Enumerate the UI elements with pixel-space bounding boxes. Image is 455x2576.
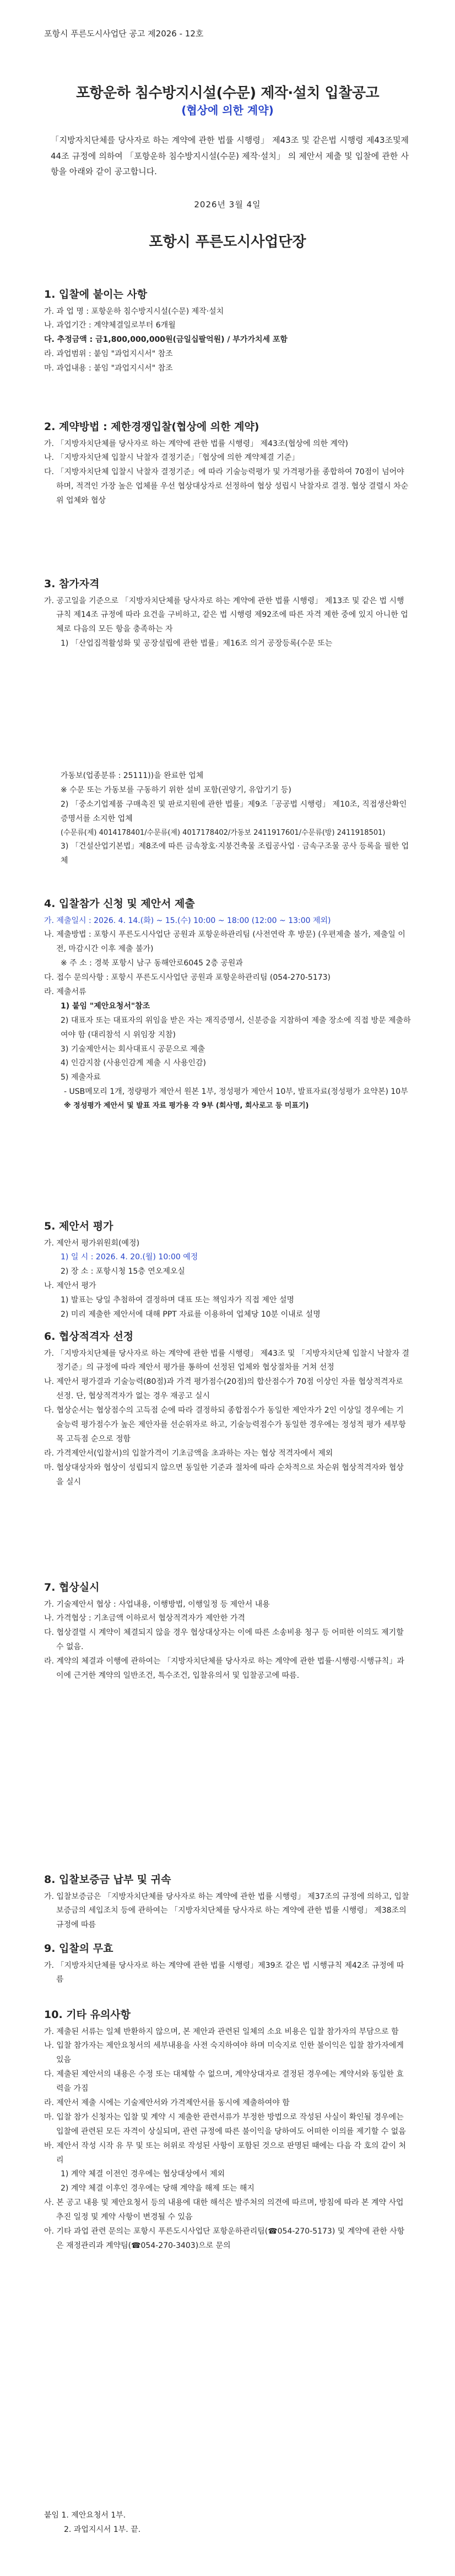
issuing-organization: 포항시 푸른도시사업단장 — [149, 234, 306, 250]
section-line: 가. 「지방자치단체를 당사자로 하는 계약에 관한 법률 시행령」제39조 같은 법 시행규칙 제42조 규정에 따름 — [44, 1961, 404, 1984]
section-line: 나. 과업기간 : 계약체결일로부터 6개월 — [44, 321, 176, 330]
section-line: 1) 계약 체결 이전인 경우에는 협상대상에서 제외 — [61, 2170, 225, 2179]
attachment-line: 붙임 1. 제안요청서 1부. — [44, 2511, 126, 2520]
section-heading: 8. 입찰보증금 납부 및 귀속 — [44, 1874, 171, 1886]
section-line: 가. 입찰보증금은 「지방자치단체를 당사자로 하는 계약에 관한 법률 시행령」 제37조의 규정에 의하고, 입찰보증금의 세입조치 등에 관하여는 「지방자치단체를 당사자로 하는 계약에 관한 법률 시행령」 제38조의 규정에 따름 — [44, 1892, 409, 1930]
section-line: 라. 제안서 제출 시에는 기술제안서와 가격제안서를 동시에 제출하여야 함 — [44, 2098, 290, 2107]
section-line: 2) 계약 체결 이후인 경우에는 당해 계약을 해제 또는 해지 — [61, 2184, 254, 2193]
section-line: 5) 제출자료 — [61, 1073, 101, 1082]
notice-subtitle: (협상에 의한 계약) — [181, 104, 274, 117]
estimated-amount: 다. 추정금액 : 금1,800,000,000원(금일십팔억원) / 부가가치세 포함 — [44, 335, 288, 345]
section-line: 다. 제출된 제안서의 내용은 수정 또는 대체할 수 없으며, 계약상대자로 결정된 경우에는 계약서와 동일한 효력을 가짐 — [44, 2070, 404, 2094]
section-line: 1) 발표는 당일 추첨하여 결정하며 대표 또는 책임자가 직접 제안 설명 — [61, 1296, 295, 1305]
section-heading: 7. 협상실시 — [44, 1581, 100, 1593]
section-negotiation-eligibility — [44, 1329, 411, 1489]
section-heading: 10. 기타 유의사항 — [44, 2009, 131, 2021]
attachment-line: 2. 과업지시서 1부. 끝. — [64, 2525, 141, 2534]
section-line: 마. 과업내용 : 붙임 "과업지시서" 참조 — [44, 364, 173, 373]
section-line: 나. 입찰 참가자는 제안요청서의 세부내용을 사전 숙지하여야 하며 미숙지로 인한 불이익은 입찰 참가자에게 있음 — [44, 2041, 404, 2065]
section-line: 나. 제안서 평가결과 기술능력(80점)과 가격 평가점수(20점)의 합산점수가 70점 이상인 자를 협상적격자로 선정. 단, 협상적격자가 없는 경우 재공고 실시 — [44, 1377, 403, 1401]
section-heading: 3. 참가자격 — [44, 578, 100, 590]
section-line: 가. 제안서 평가위원회(예정) — [44, 1238, 140, 1248]
section-heading: 9. 입찰의 무효 — [44, 1942, 113, 1955]
section-line: 3) 기술제안서는 회사대표시 공문으로 제출 — [61, 1044, 205, 1054]
attachments — [44, 2509, 411, 2537]
section-line: 아. 기타 과업 관련 문의는 포항시 푸른도시사업단 포항운하관리팀(☎054-270-5173) 및 계약에 관한 사항은 재정관리과 계약팀(☎054-270-3403)으로 문의 — [44, 2226, 405, 2250]
section-line: 가. 기술제안서 협상 : 사업내용, 이행방법, 이행일정 등 제안서 내용 — [44, 1600, 270, 1609]
section-submission — [44, 896, 411, 1113]
section-line: 나. 제안서 평가 — [44, 1281, 96, 1291]
section-line: 가. 제출된 서류는 일체 반환하지 않으며, 본 제안과 관련된 일체의 소요 비용은 입찰 참가자의 부담으로 함 — [44, 2027, 399, 2036]
section-line: 라. 과업범위 : 붙임 "과업지시서" 참조 — [44, 350, 173, 359]
section-line: 3) 「건설산업기본법」제8조에 따른 금속창호·지붕건축물 조립공사업 · 금속구조물 공사 등록을 필한 업체 — [61, 841, 409, 865]
section-line: ※ 정성평가 제안서 및 발표 자료 평가용 각 9부 (회사명, 회사로고 등 미표기) — [64, 1102, 309, 1110]
section-line: 다. 접수 문의사항 : 포항시 푸른도시사업단 공원과 포항운하관리팀 (054-270-5173) — [44, 973, 331, 983]
section-line: 사. 본 공고 내용 및 제안요청서 등의 내용에 대한 해석은 발주처의 의견에 따르며, 방침에 따라 본 계약 사업 추진 일정 및 계약 사항이 변경될 수 있음 — [44, 2198, 404, 2222]
intro-paragraph: 「지방자치단체를 당사자로 하는 계약에 관한 법률 시행령」 제43조 및 같은법 시행령 제43조및제44조 규정에 의하여 「포항운하 침수방지시설(수문) 제작·설치」 의 제안서 제출 및 입찰에 관한 사항을 아래와 같이 공고합니다. — [51, 135, 409, 176]
section-bid-items — [44, 287, 411, 376]
section-line: 1) 「산업집적활성화 및 공장설립에 관한 법률」제16조 의거 공장등록(수문 또는 — [61, 639, 333, 648]
section-line: 나. 「지방자치단체 입찰시 낙찰자 결정기준」「협상에 의한 계약체결 기준」 — [44, 453, 300, 463]
section-line: 가. 과 업 명 : 포항운하 침수방지시설(수문) 제작·설치 — [44, 307, 224, 316]
section-heading: 2. 계약방법 : 제한경쟁입찰(협상에 의한 계약) — [44, 421, 259, 433]
section-line: 마. 입찰 참가 신청자는 입찰 및 계약 시 제출한 관련서류가 부정한 방법으로 작성된 사실이 확인될 경우에는 입찰에 관련된 모든 자격이 상실되며, 관련 규정에 따른 불이익을 당하여도 어떠한 이의를 제기할 수 없음 — [44, 2112, 406, 2136]
section-heading: 5. 제안서 평가 — [44, 1220, 113, 1232]
section-line: - USB메모리 1개, 정량평가 제안서 원본 1부, 정성평가 제안서 10부, 발표자료(정성평가 요약본) 10부 — [64, 1087, 408, 1097]
section-bid-deposit — [44, 1872, 411, 1933]
section-line: ※ 수문 또는 가동보를 구동하기 위한 설비 포함(권양기, 유압기기 등) — [61, 785, 291, 795]
section-line: 2) 미리 제출한 제안서에 대해 PPT 자료를 이용하여 업체당 10분 이내로 설명 — [61, 1310, 321, 1319]
section-line: 2) 「중소기업제품 구매촉진 및 판로지원에 관한 법률」제9조「공공법 시행령」 제10조, 직접생산확인증명서를 소지한 업체 — [61, 799, 407, 823]
section-other-notes — [44, 2007, 411, 2253]
section-line: 바. 제안서 작성 시작 유 무 및 또는 허위로 작성된 사항이 포함된 것으로 판명된 때에는 다음 각 호의 같이 처리 — [44, 2141, 407, 2165]
section-line: (수문류(제) 4014178401/수문류(제) 4017178402/가동보 2411917601/수문류(방) 2411918501) — [61, 828, 386, 837]
section-line: 라. 계약의 체결과 이행에 관하여는 「지방자치단체를 당사자로 하는 계약에 관한 법률·시행령·시행규칙」과 이에 근거한 계약의 일반조건, 특수조건, 입찰유의서 및 입찰공고에 따름. — [44, 1657, 404, 1680]
section-contract-method — [44, 419, 411, 508]
notice-date: 2026년 3월 4일 — [194, 200, 261, 210]
section-line: 다. 협상순서는 협상점수의 고득점 순에 따라 결정하되 종합점수가 동일한 제안자가 2인 이상일 경우에는 기술능력 평가점수가 높은 제안자를 선순위자로 하고, 기술능력점수가 동일한 경우에는 정성적 평가 세부항목 고득점 순으로 정함 — [44, 1406, 406, 1443]
section-invalid-bids — [44, 1941, 411, 1987]
section-line: 2) 장 소 : 포항시청 15층 연오제오실 — [61, 1267, 185, 1276]
section-line: 나. 가격협상 : 기초금액 이하로서 협상적격자가 제안한 가격 — [44, 1614, 245, 1623]
document-number: 포항시 푸른도시사업단 공고 제2026 - 12호 — [44, 29, 204, 39]
section-line: 다. 협상결렬 시 계약이 체결되지 않을 경우 협상대상자는 이에 따른 소송비용 청구 등 어떠한 이의도 제기할 수 없음. — [44, 1628, 404, 1652]
section-negotiation — [44, 1580, 411, 1683]
section-line: 2) 대표자 또는 대표자의 위임을 받은 자는 재직증명서, 신분증을 지참하여 제출 장소에 직접 방문 제출하여야 함 (대리참석 시 위임장 지참) — [61, 1016, 411, 1039]
notice-title: 포항운하 침수방지시설(수문) 제작·설치 입찰공고 — [75, 85, 380, 101]
section-heading: 4. 입찰참가 신청 및 제안서 제출 — [44, 898, 195, 910]
section-heading: 6. 협상적격자 선정 — [44, 1330, 134, 1343]
section-line: 라. 제출서류 — [44, 987, 86, 996]
section-eligibility — [44, 576, 411, 651]
section-line: 마. 협상대상자와 협상이 성립되지 않으면 동일한 기준과 절차에 따라 순차적으로 차순위 협상적격자와 협상을 실시 — [44, 1463, 404, 1486]
section-line: 1) 붙임 "제안요청서"참조 — [61, 1001, 150, 1011]
section-line: 라. 가격제안서(입찰서)의 입찰가격이 기초금액을 초과하는 자는 협상 적격자에서 제외 — [44, 1448, 333, 1458]
section-eligibility-continued — [44, 769, 411, 868]
section-line: 가. 공고일을 기준으로 「지방자치단체를 당사자로 하는 계약에 관한 법률 시행령」 제13조 및 같은 법 시행규칙 제14조 규정에 따라 요건을 구비하고, 같은 법 시행령 제92조에 따른 자격 제한 중에 있지 아니한 업체로 다음의 모든 항을 충족하는 자 — [44, 596, 408, 634]
section-line: ※ 주 소 : 경북 포항시 남구 동해안로6045 2층 공원과 — [61, 959, 243, 968]
section-line: 가. 「지방자치단체를 당사자로 하는 계약에 관한 법률 시행령」 제43조(협상에 의한 계약) — [44, 439, 348, 448]
section-line: 나. 제출방법 : 포항시 푸른도시사업단 공원과 포항운하관리팀 (사전연락 후 방문) (우편제출 불가, 제출일 이전, 마감시간 이후 제출 불가) — [44, 930, 405, 954]
section-line: 4) 인감지참 (사용인감계 제출 시 사용인감) — [61, 1059, 206, 1068]
section-evaluation — [44, 1219, 411, 1322]
section-line: 다. 「지방자치단체 입찰시 낙찰자 결정기준」에 따라 기술능력평가 및 가격평가를 종합하여 70점이 넘어야하며, 적격인 가장 높은 업체를 우선 협상대상자로 선정하여 협상 성립시 낙찰자로 결정. 협상 결렬시 차순위 업체와 협상 — [44, 468, 409, 506]
submission-period: 가. 제출일시 : 2026. 4. 14.(화) ~ 15.(수) 10:00 ~ 18:00 (12:00 ~ 13:00 제외) — [44, 916, 331, 925]
section-heading: 1. 입찰에 붙이는 사항 — [44, 288, 148, 300]
section-line: 가동보(업종분류 : 25111))을 완료한 업체 — [61, 771, 204, 780]
evaluation-date: 1) 일 시 : 2026. 4. 20.(월) 10:00 예정 — [61, 1253, 198, 1262]
section-line: 가. 「지방자치단체를 당사자로 하는 계약에 관한 법률 시행령」 제43조 및 「지방자치단체 입찰시 낙찰자 결정기준」의 규정에 따라 제안서 평가를 통하여 선정된 업체와 협상절차를 거쳐 선정 — [44, 1349, 410, 1372]
